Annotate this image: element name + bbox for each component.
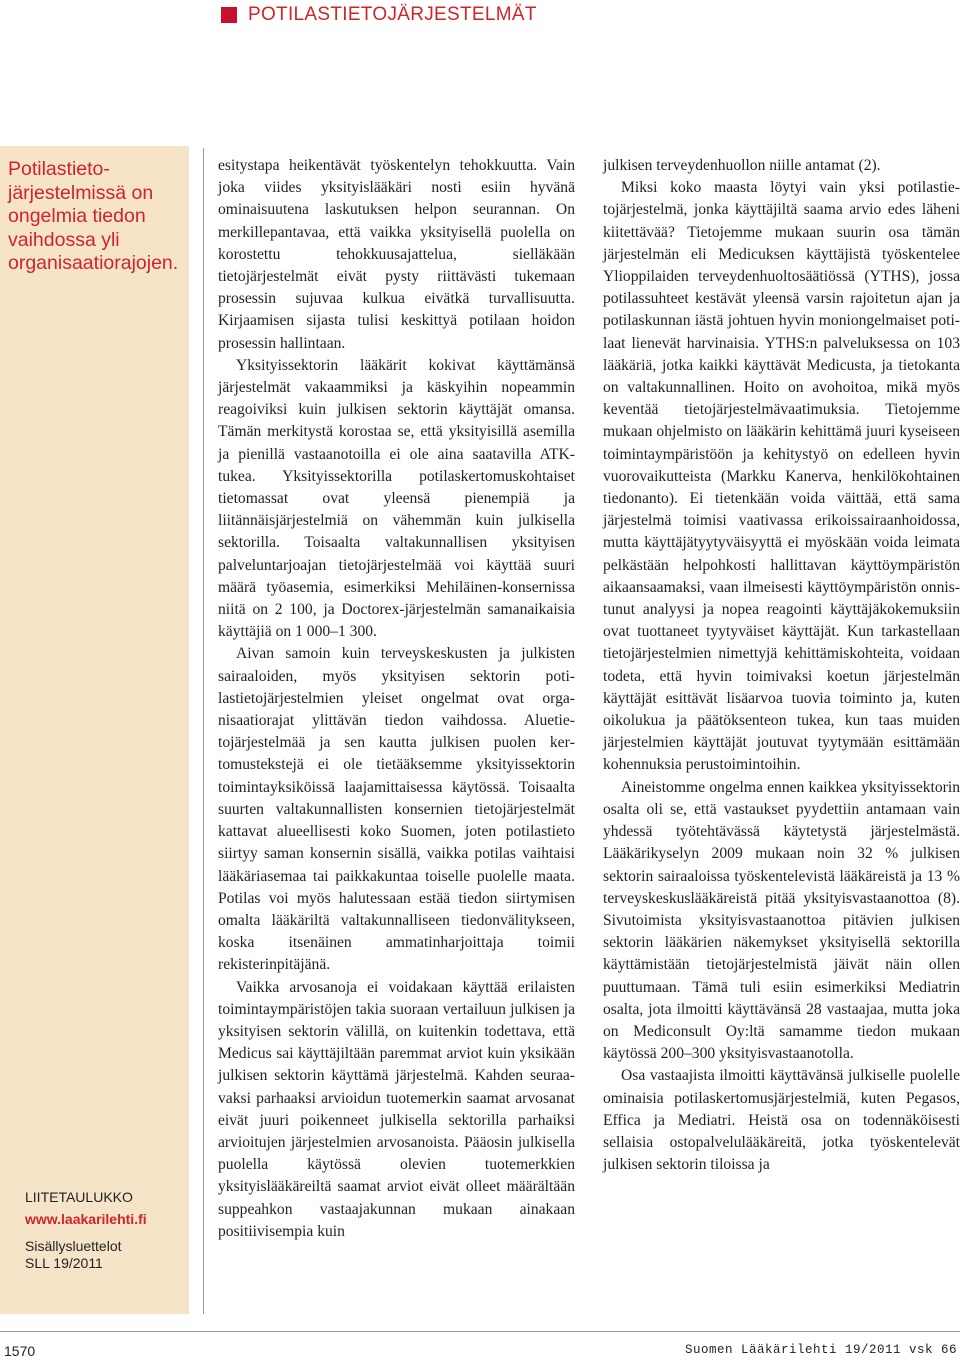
paragraph: Aineistomme ongelma ennen kaikkea yksityissektorin osalta oli se, että vastaukset pyydettiin antamaan vain yhdessä työtehtävässä käytetystä järjestelmästä. Lääkärikyselyn 2009 mukaan noin 32 % julkisen sektorin sairaaloissa työskentelevistä lääkäreistä ja 13 % terveyskeskuslääkäreistä pitää yksityisvastaanottoa (8). Sivutoimista yksityisvastaanottoa pitävien julkisen sektorin lääkärien näkemykset yksityisellä sektorilla käyttämistään tietojärjestelmistä jäivät näin ollen puuttumaan. Tämä tuli esiin esimerkiksi Mediatrin osalta, jota ilmoitti käyttävänsä 28 vastaajaa, mutta joka on Mediconsult Oy:ltä samamme tiedon mukaan käytössä 200–300 yksityisvastaanotolla. xyxy=(603,778,960,1063)
issue-label: SLL 19/2011 xyxy=(25,1255,103,1271)
text-column-right xyxy=(603,155,960,1176)
paragraph: Yksityissektorin lääkärit kokivat käyttämänsä järjestelmät vakaammiksi ja käskyihin nopeammin reagoiviksi kuin julkisen sektorin käyttäjät omansa. Tämän merkitystä korostaa se, että yksityisillä asemilla ja pienillä vastaanotoilla ei ole aina saatavilla ATK-tukea. Yksityissektorilla potilaskertomuskohtaiset tietomassat ovat yleensä pienempiä ja liitännäisjärjestelmiä on vähemmän kuin julkisella sektorilla. Toisaalta valtakunnallisen yksityisen palveluntarjoajan tietojärjestelmää voi käyttää suuri määrä työasemia, esimerkiksi Mehiläinen-konsernissa niitä on 2 100, ja Doctorex-järjestelmän samanaikaisia käyttäjiä on 1 000–1 300. xyxy=(218,356,575,641)
supplement-info xyxy=(25,1189,185,1272)
supplement-heading: LIITETAULUKKO xyxy=(25,1189,133,1205)
paragraph: Vaikka arvosanoja ei voidakaan käyttää erilaisten toimintaympäristöjen takia suoraan vertailuun julkisen ja yksityisen sektorin välillä, on kuitenkin todettava, että Medicus sai käyttäjiltään paremmat arviot kuin yksikään julkisen sektorin käyttämä järjestelmä. Kahden seuraavaksi parhaaksi arvioidun tuotemerkin saamat arvosanat eivät juuri poikenneet julkisella sektorilla parhaiksi arvioitujen järjestelmien arvosanoista. Pääosin julkisella puolella käytössä olevien tuotemerkkien yksityislääkäreiltä saamat arviot eivät olleet määrältään suppeahkon vastaajakunnan mukaan ainakaan positiivisempia kuin xyxy=(218,978,575,1240)
paragraph: julkisen terveydenhuollon niille antamat (2). xyxy=(603,157,881,174)
page-number: 1570 xyxy=(4,1343,36,1359)
page-header xyxy=(221,4,537,26)
paragraph: Miksi koko maasta löytyi vain yksi potilastietojärjestelmä, jonka käyttäjiltä saama arvio edes läheni kiitettävää? Tietojemme mukaan suurin osa tämän järjestelmän eli Medicuksen käyttäjistä työskentelee Ylioppilaiden terveydenhuoltosäätiössä (YTHS), jossa potilassuhteet kestävät yleensä varsin rajoitetun ajan ja potilaskunnan iästä johtuen hyvin moniongelmaiset potilaat lienevät harvinaisia. YTHS:n palveluksessa on 103 lääkäriä, jotka kaikki käyttävät Medicusta, ja tietokanta on valtakunnallinen. Hoito on avohoitoa, mikä myös keventää tietojärjestelmävaatimuksia. Tietojemme mukaan ohjelmisto on lääkärin kehittämä juuri kyseiseen toimintaympäristöön ja kehitystyö on edelleen hyvin vuorovaikutteista (Markku Kanerva, henkilökohtainen tiedonanto). Ei tietenkään voida väittää, että sama järjestelmä toimisi vaativassa erikoissairaanhoidossa, mutta käyttäjätyytyväisyyttä ei myöskään voida leimata pelkästään helpohkosti hallittavan käyttöympäristön aikaansaamaksi, vaan ilmeisesti käyttöympäristön onnistunut analyysi ja nopea reagointi käyttäjäkokemuksiin ovat tuottaneet tyytyväiset käyttäjät. Kun tarkastellaan tietojärjestelmien nimettyjä kehittämiskohteita, voidaan todeta, että hyvin toimivaksi koetun järjestelmän käyttäjät esittävät lisäarvoa tuovia toiminto ja, kuten oikolukua ja päätöksenteon tukea, kun taas muiden järjestelmien käyttäjät joutuvat tyytymään esittämään kohennuksia perustoimintoihin. xyxy=(603,179,960,774)
footer-divider xyxy=(0,1331,960,1332)
journal-info: Suomen Lääkärilehti 19/2011 vsk 66 xyxy=(684,1343,957,1357)
column-divider xyxy=(203,148,204,1314)
red-square-icon xyxy=(221,7,237,23)
website-link[interactable]: www.laakarilehti.fi xyxy=(25,1211,147,1227)
paragraph: Osa vastaajista ilmoitti käyttävänsä julkiselle puolelle ominaisia potilaskertomusjärjestelmiä, kuten Pegasos, Effica ja Mediatri. Heistä osa on todennäköisesti sellaisia ostopalvelulääkäreitä, jotka työskentelevät julkisen sektorin tiloissa ja xyxy=(603,1067,960,1174)
paragraph: esitystapa heikentävät työskentelyn tehokkuutta. Vain joka viides yksityislääkäri nosti esiin hyvänä ominaisuutena laskutuksen helpon seurannan. On merkillepantavaa, että vaikka yksityisellä puolella on korostettu tehokkuusajattelua, sielläkään tietojärjestelmät eivät pysty riittävästi tukemaan prosessin sujuvaa kulkua eivätkä turvallisuutta. Kirjaamisen sijasta tulisi keskittyä potilaan hoidon prosessin hallintaan. xyxy=(218,157,575,352)
pull-quote: Potilastietojärjestelmissä on ongelmia tiedon vaihdossa yli organisaatiorajojen. xyxy=(8,158,179,275)
contents-label: Sisällysluettelot xyxy=(25,1238,122,1254)
text-column-left xyxy=(218,155,575,1243)
paragraph: Aivan samoin kuin terveyskeskusten ja julkisten sairaaloiden, myös yksityisen sektorin potilastietojärjestelmien yleiset ongelmat ovat organisaatiorajat ylittävän tiedon vaihdossa. Aluetietojärjestelmää ja sen kautta julkisen puolen kertomustekstejä ei ole tietääksemme yksityissektorin toimintayksiköissä laajamittaisessa käytössä. Toisaalta suurten valtakunnallisten konsernien tietojärjestelmät kattavat alueellisesti koko Suomen, joten potilastieto siirtyy saman konsernin sisällä, vaikka potilas vaihtaisi lääkäriasemaa tai paikkakuntaa toiselle puolelle maata. Potilas voi myös halutessaan estää tiedon siirtymisen omalta lääkäriltä valtakunnalliseen tiedonvälitykseen, koska itsenäinen ammatinharjoittaja toimii rekisterinpitäjänä. xyxy=(218,645,575,974)
sidebar xyxy=(0,146,189,1314)
section-title: POTILASTIETOJÄRJESTELMÄT xyxy=(248,4,537,25)
